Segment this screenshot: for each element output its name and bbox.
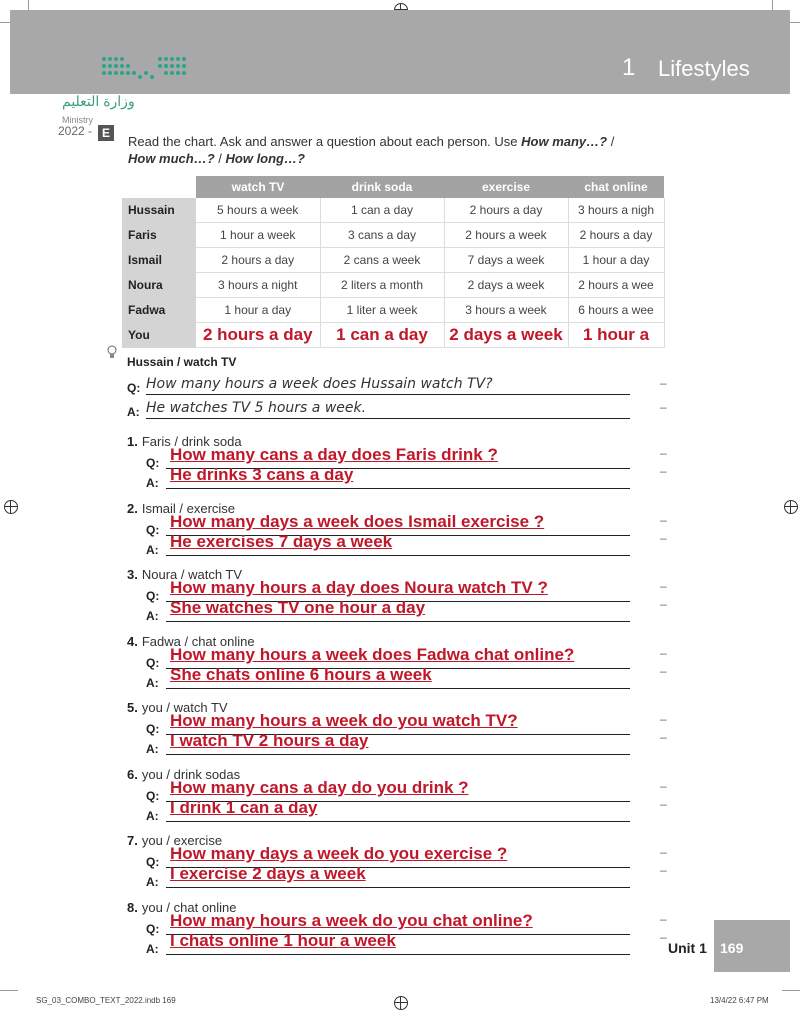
table-cell: 3 cans a day [320, 223, 444, 248]
handwritten-answer[interactable]: I exercise 2 days a week [170, 864, 366, 883]
table-cell: 1 hour a week [196, 223, 320, 248]
registration-mark-left [4, 500, 18, 514]
margin-dash: – [660, 513, 667, 527]
item-number: 1. [127, 434, 138, 449]
instructions-text: Read the chart. Ask and answer a question about each person. Use [128, 134, 522, 149]
question-label: Q: [146, 789, 160, 803]
table-cell: 7 days a week [444, 248, 568, 273]
table-cell: 1 can a day [320, 198, 444, 223]
question-label: Q: [146, 456, 160, 470]
item-number: 6. [127, 767, 138, 782]
unit-title: Lifestyles [658, 56, 750, 81]
file-name: SG_03_COMBO_TEXT_2022.indb 169 [36, 996, 176, 1005]
answer-label: A: [146, 543, 159, 557]
handwritten-question[interactable]: How many hours a week does Fadwa chat online? [170, 645, 575, 664]
margin-dash: – [660, 646, 667, 660]
handwritten-answer[interactable]: She watches TV one hour a day [170, 598, 426, 617]
row-name: Faris [122, 223, 196, 248]
ministry-name-english: Ministry [62, 115, 93, 125]
item-number: 4. [127, 634, 138, 649]
margin-dash: – [660, 797, 667, 811]
row-name: Ismail [122, 248, 196, 273]
table-cell: 1 hour a day [568, 248, 664, 273]
item-number: 3. [127, 567, 138, 582]
table-cell: 2 hours a day [196, 248, 320, 273]
item-prompt-text: you / chat online [141, 900, 237, 915]
lightbulb-icon [107, 345, 117, 360]
margin-dash: – [660, 531, 667, 545]
question-label: Q: [146, 589, 160, 603]
print-timestamp: 13/4/22 6:47 PM [710, 996, 769, 1005]
table-cell: 5 hours a week [196, 198, 320, 223]
unit-number: 1 [622, 54, 636, 81]
table-row [122, 248, 664, 273]
hint-how-long: How long…? [225, 151, 305, 166]
table-cell: 1 liter a week [320, 298, 444, 323]
column-header: exercise [444, 176, 568, 198]
margin-dash: – [660, 845, 667, 859]
example-question: How many hours a week does Hussain watch TV? [146, 376, 630, 395]
hint-separator: / [607, 134, 615, 149]
item-number: 5. [127, 700, 138, 715]
crop-mark [0, 990, 18, 991]
answer-label: A: [146, 476, 159, 490]
ministry-name-arabic: وزارة التعليم [62, 93, 135, 109]
margin-dash: – [660, 863, 667, 877]
table-corner [122, 176, 196, 198]
table-cell: 2 liters a month [320, 273, 444, 298]
handwritten-question[interactable]: How many hours a week do you watch TV? [170, 711, 518, 730]
table-cell: 2 hours a week [444, 223, 568, 248]
question-label: Q: [146, 855, 160, 869]
exercise-badge: E [98, 125, 114, 141]
page-number: 169 [720, 940, 744, 956]
item-prompt-text: you / drink sodas [141, 767, 241, 782]
question-label: Q: [127, 381, 141, 395]
handwritten-question[interactable]: How many hours a day does Noura watch TV ? [170, 578, 548, 597]
item-prompt-text: Ismail / exercise [141, 501, 236, 516]
column-header: watch TV [196, 176, 320, 198]
handwritten-answer[interactable]: He drinks 3 cans a day [170, 465, 354, 484]
handwritten-answer-cell[interactable]: 1 can a day [320, 323, 444, 348]
handwritten-question[interactable]: How many days a week do you exercise ? [170, 844, 508, 863]
item-prompt-text: Fadwa / chat online [141, 634, 255, 649]
handwritten-answer-cell[interactable]: 2 days a week [444, 323, 568, 348]
ministry-logo [100, 55, 192, 81]
hint-how-many: How many…? [521, 134, 608, 149]
answer-label: A: [146, 742, 159, 756]
table-cell: 2 hours a day [444, 198, 568, 223]
registration-mark-right [784, 500, 798, 514]
handwritten-question[interactable]: How many days a week does Ismail exercise ? [170, 512, 545, 531]
question-label: Q: [146, 922, 160, 936]
example-heading: Hussain / watch TV [127, 355, 237, 369]
handwritten-question[interactable]: How many cans a day do you drink ? [170, 778, 469, 797]
table-cell: 2 cans a week [320, 248, 444, 273]
crop-mark [782, 990, 800, 991]
table-row-you [122, 323, 664, 348]
handwritten-question[interactable]: How many hours a week do you chat online? [170, 911, 533, 930]
item-number: 8. [127, 900, 138, 915]
table-cell: 2 hours a day [568, 223, 664, 248]
row-name: Noura [122, 273, 196, 298]
handwritten-answer[interactable]: I watch TV 2 hours a day [170, 731, 369, 750]
answer-label: A: [146, 875, 159, 889]
table-row [122, 298, 664, 323]
handwritten-question[interactable]: How many cans a day does Faris drink ? [170, 445, 498, 464]
margin-dash: – [660, 730, 667, 744]
margin-dash: – [660, 912, 667, 926]
item-number: 2. [127, 501, 138, 516]
handwritten-answer-cell[interactable]: 2 hours a day [196, 323, 320, 348]
table-row [122, 223, 664, 248]
question-label: Q: [146, 523, 160, 537]
margin-dash: – [660, 400, 667, 414]
edition-year: 2022 - [58, 124, 93, 138]
footer-unit-label: Unit 1 [668, 940, 707, 956]
handwritten-answer[interactable]: I chats online 1 hour a week [170, 931, 396, 950]
handwritten-answer[interactable]: He exercises 7 days a week [170, 532, 393, 551]
margin-dash: – [660, 579, 667, 593]
table-cell: 2 hours a wee [568, 273, 664, 298]
margin-dash: – [660, 597, 667, 611]
hint-separator: / [214, 151, 226, 166]
table-cell: 6 hours a wee [568, 298, 664, 323]
table-cell: 2 days a week [444, 273, 568, 298]
handwritten-answer-cell[interactable]: 1 hour a [568, 323, 664, 348]
row-name: Fadwa [122, 298, 196, 323]
example-answer: He watches TV 5 hours a week. [146, 400, 630, 419]
registration-mark-bottom [394, 996, 408, 1010]
margin-dash: – [660, 376, 667, 390]
answer-label: A: [146, 676, 159, 690]
table-cell: 3 hours a nigh [568, 198, 664, 223]
lifestyle-chart-table [122, 176, 665, 348]
table-header-row [122, 176, 664, 198]
exercise-instructions [128, 133, 628, 167]
hint-how-much: How much…? [128, 151, 215, 166]
answer-label: A: [146, 942, 159, 956]
item-number: 7. [127, 833, 138, 848]
column-header: drink soda [320, 176, 444, 198]
answer-label: A: [127, 405, 140, 419]
question-label: Q: [146, 722, 160, 736]
margin-dash: – [660, 464, 667, 478]
question-label: Q: [146, 656, 160, 670]
answer-label: A: [146, 609, 159, 623]
item-prompt-text: you / watch TV [141, 700, 228, 715]
answer-label: A: [146, 809, 159, 823]
table-cell: 3 hours a night [196, 273, 320, 298]
item-prompt-text: you / exercise [141, 833, 223, 848]
table-cell: 1 hour a day [196, 298, 320, 323]
margin-dash: – [660, 664, 667, 678]
table-row [122, 198, 664, 223]
row-name: Hussain [122, 198, 196, 223]
handwritten-answer[interactable]: She chats online 6 hours a week [170, 665, 432, 684]
handwritten-answer[interactable]: I drink 1 can a day [170, 798, 318, 817]
margin-dash: – [660, 446, 667, 460]
table-cell: 3 hours a week [444, 298, 568, 323]
item-prompt-text: Faris / drink soda [141, 434, 242, 449]
table-row [122, 273, 664, 298]
margin-dash: – [660, 779, 667, 793]
margin-dash: – [660, 712, 667, 726]
margin-dash: – [660, 930, 667, 944]
item-prompt-text: Noura / watch TV [141, 567, 243, 582]
column-header: chat online [568, 176, 664, 198]
row-name: You [122, 323, 196, 348]
